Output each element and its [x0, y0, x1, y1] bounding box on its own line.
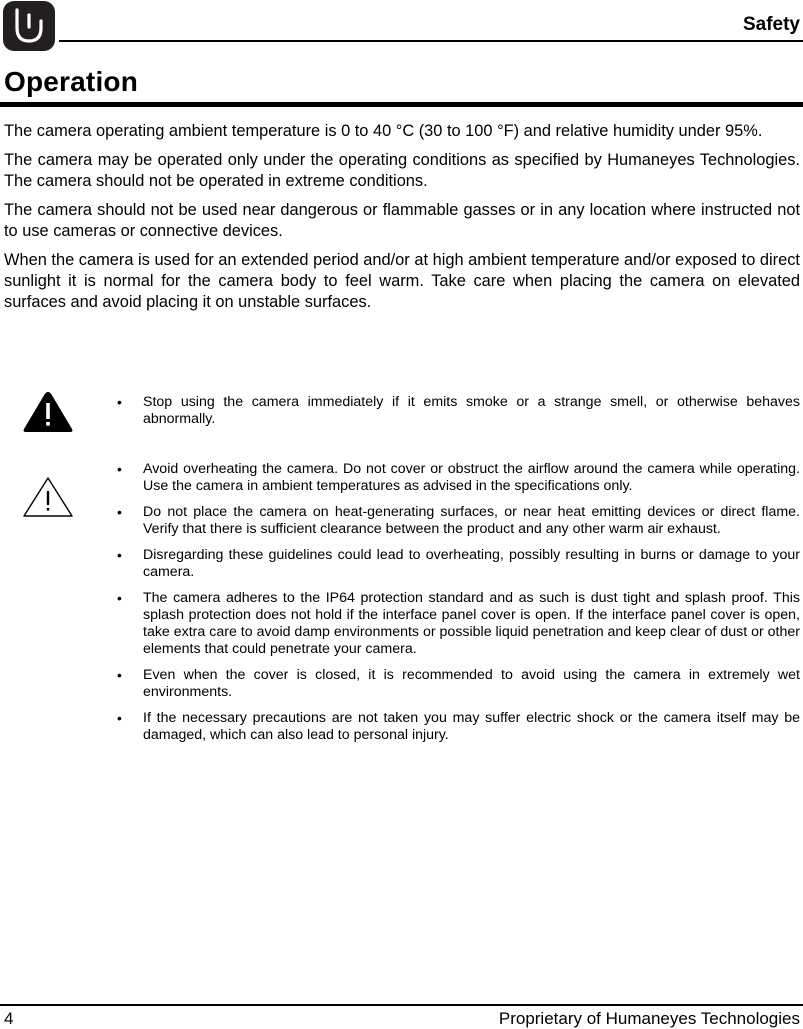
warning-outline-icon: [21, 474, 75, 525]
section-title: Operation: [4, 66, 139, 97]
list-item: • The camera adheres to the IP64 protection standard and as such is dust tight and splash proof. This splash protection does not hold if the interface panel cover is open. If the interface panel cover is open, take extra care to avoid damp environments or possible liquid penetration and keep clear of dust or other elements that could penetrate your camera.: [117, 590, 800, 657]
paragraph-operating-conditions: The camera may be operated only under the operating conditions as specified by Humaneyes Technologies. The camera should not be operated in extreme conditions.: [4, 151, 800, 190]
section-divider: [0, 102, 803, 107]
header-divider: [59, 40, 803, 42]
list-item: • Stop using the camera immediately if it emits smoke or a strange smell, or otherwise behaves abnormally.: [117, 394, 800, 427]
bullet-icon: •: [117, 547, 122, 563]
running-header-title: Safety: [742, 14, 800, 35]
caution-warning-list: [115, 461, 800, 753]
list-item: • Disregarding these guidelines could lead to overheating, possibly resulting in burns or damage to your camera.: [117, 547, 800, 580]
warning-filled-icon: [21, 389, 75, 440]
page-number: 4: [4, 1009, 14, 1028]
humaneyes-logo-icon: [3, 1, 55, 51]
bullet-icon: •: [117, 667, 122, 683]
paragraph-warm-body: When the camera is used for an extended period and/or at high ambient temperature and/or exposed to direct sunlight it is normal for the camera body to feel warm. Take care when placing the camera on elevated surfaces and avoid placing it on unstable surfaces.: [4, 251, 800, 311]
bullet-icon: •: [117, 590, 122, 606]
list-item: • Avoid overheating the camera. Do not cover or obstruct the airflow around the camera while operating. Use the camera in ambient temperatures as advised in the specifications only.: [117, 461, 800, 494]
danger-warning-list: [115, 394, 800, 437]
paragraph-dangerous-locations: The camera should not be used near dangerous or flammable gasses or in any location where instructed not to use cameras or connective devices.: [4, 201, 800, 240]
bullet-icon: •: [117, 504, 122, 520]
list-item: • If the necessary precautions are not taken you may suffer electric shock or the camera itself may be damaged, which can also lead to personal injury.: [117, 710, 800, 743]
footer-divider: [0, 1004, 803, 1006]
bullet-icon: •: [117, 710, 122, 726]
body-text: [4, 121, 800, 321]
list-item: • Do not place the camera on heat-generating surfaces, or near heat emitting devices or direct flame. Verify that there is sufficient clearance between the product and any other warm air exhaust.: [117, 504, 800, 537]
bullet-icon: •: [117, 394, 122, 410]
paragraph-temperature: The camera operating ambient temperature is 0 to 40 °C (30 to 100 °F) and relative humidity under 95%.: [4, 122, 763, 140]
bullet-icon: •: [117, 461, 122, 477]
list-item: • Even when the cover is closed, it is recommended to avoid using the camera in extremely wet environments.: [117, 667, 800, 700]
footer-text: Proprietary of Humaneyes Technologies: [498, 1009, 800, 1028]
